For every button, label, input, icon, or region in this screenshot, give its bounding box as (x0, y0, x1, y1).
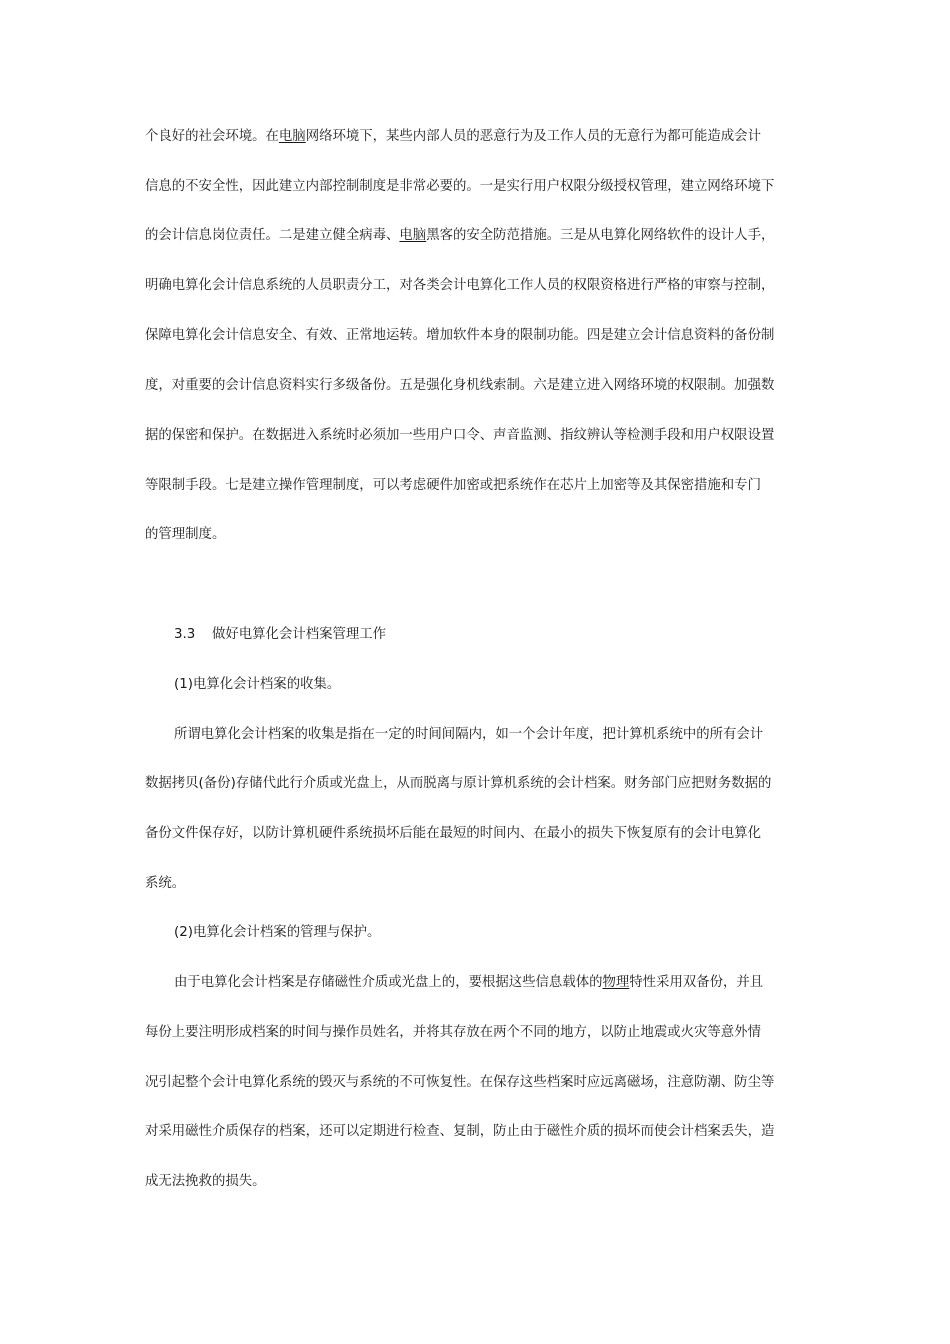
sub2-line-2: 每份上要注明形成档案的时间与操作员姓名，并将其存放在两个不同的地方，以防止地震或火灾等意外情 (145, 1025, 761, 1040)
para1-line-3 (145, 226, 815, 246)
para1-line-1 (145, 127, 815, 147)
sub2-line-3: 况引起整个会计电算化系统的毁灭与系统的不可恢复性。在保存这些档案时应远离磁场，注意防潮、防尘等 (145, 1075, 775, 1090)
sub2-line-1 (174, 973, 844, 993)
sub1-line-2: 数据拷贝(备份)存储代此行介质或光盘上，从而脱离与原计算机系统的会计档案。财务部门应把财务数据的 (145, 776, 772, 791)
sub1-heading: (1)电算化会计档案的收集。 (174, 677, 341, 692)
text-span: 特性采用双备份，并且 (629, 975, 764, 990)
sub1-line-1: 所谓电算化会计档案的收集是指在一定的时间间隔内，如一个会计年度，把计算机系统中的所有会计 (174, 727, 764, 742)
text-span: 网络环境下，某些内部人员的恶意行为及工作人员的无意行为都可能造成会计 (305, 129, 761, 144)
sub2-line-5: 成无法挽救的损失。 (145, 1174, 266, 1189)
sub2-heading: (2)电算化会计档案的管理与保护。 (174, 925, 381, 940)
text-span: 由于电算化会计档案是存储磁性介质或光盘上的，要根据这些信息载体的 (174, 975, 603, 990)
para1-line-8: 等限制手段。七是建立操作管理制度，可以考虑硬件加密或把系统作在芯片上加密等及其保密措施和专门 (145, 478, 761, 493)
sub1-line-3: 备份文件保存好，以防计算机硬件系统损坏后能在最短的时间内、在最小的损失下恢复原有的会计电算化 (145, 826, 761, 841)
para1-line-2: 信息的不安全性，因此建立内部控制制度是非常必要的。一是实行用户权限分级授权管理，建立网络环境下 (145, 179, 775, 194)
section-heading (174, 625, 844, 645)
sub2-line-4: 对采用磁性介质保存的档案，还可以定期进行检查、复制，防止由于磁性介质的损坏而使会计档案丢失，造 (145, 1124, 775, 1139)
para1-line-9: 的管理制度。 (145, 527, 226, 542)
para1-line-5: 保障电算化会计信息安全、有效、正常地运转。增加软件本身的限制功能。四是建立会计信息资料的备份制 (145, 328, 775, 343)
text-span: 黑客的安全防范措施。三是从电算化网络软件的设计人手， (426, 228, 775, 243)
sub1-line-4: 系统。 (145, 876, 186, 891)
text-span: 的会计信息岗位责任。二是建立健全病毒、 (145, 228, 400, 243)
link-computer[interactable]: 电脑 (278, 129, 306, 144)
section-title: 做好电算化会计档案管理工作 (212, 627, 387, 642)
link-physics[interactable]: 物理 (602, 975, 630, 990)
para1-line-4: 明确电算化会计信息系统的人员职责分工，对各类会计电算化工作人员的权限资格进行严格的审察与控制， (145, 278, 775, 293)
link-computer[interactable]: 电脑 (399, 228, 427, 243)
text-span: 个良好的社会环境。在 (145, 129, 279, 144)
para1-line-7: 据的保密和保护。在数据进入系统时必须加一些用户口令、声音监测、指纹辨认等检测手段和用户权限设置 (145, 428, 775, 443)
section-number: 3.3 (174, 627, 196, 642)
para1-line-6: 度，对重要的会计信息资料实行多级备份。五是强化身机线索制。六是建立进入网络环境的权限制。加强数 (145, 378, 775, 393)
